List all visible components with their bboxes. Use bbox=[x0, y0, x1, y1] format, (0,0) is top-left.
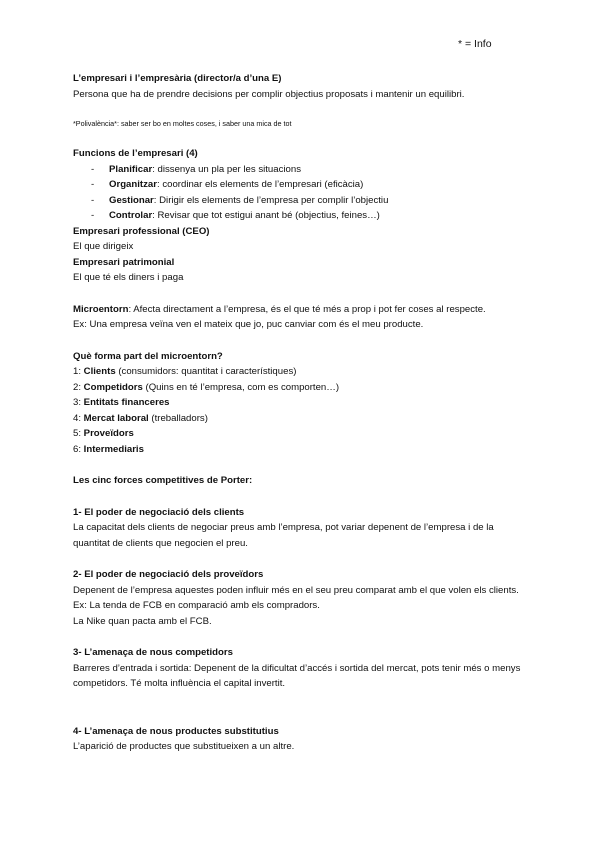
microentorn-part bbox=[73, 426, 523, 442]
document-content bbox=[73, 71, 523, 755]
part-text: (treballadors) bbox=[148, 412, 208, 424]
part-term: Competidors bbox=[83, 381, 143, 393]
ceo-heading: Empresari professional (CEO) bbox=[73, 225, 210, 237]
microentorn-part bbox=[73, 380, 523, 396]
force4-heading: 4- L’amenaça de nous productes substitutius bbox=[73, 725, 279, 737]
force3-heading: 3- L’amenaça de nous competidors bbox=[73, 647, 233, 658]
funcio-text: : Revisar que tot estigui anant bé (objectius, feines…) bbox=[152, 210, 380, 221]
microentorn-parts-heading: Què forma part del microentorn? bbox=[73, 350, 223, 362]
force2-heading: 2- El poder de negociació dels proveïdors bbox=[73, 569, 264, 580]
force4-text: L’aparició de productes que substitueixen a un altre. bbox=[73, 741, 295, 752]
microentorn-example: Ex: Una empresa veïna ven el mateix que jo, puc canviar com és el meu producte. bbox=[73, 319, 424, 330]
funcio-item bbox=[73, 208, 523, 224]
corner-note: * = Info bbox=[458, 38, 492, 50]
patrimonial-definition: El que té els diners i paga bbox=[73, 272, 184, 283]
microentorn-part bbox=[73, 442, 523, 458]
force2-example: Ex: La tenda de FCB en comparació amb els compradors. bbox=[73, 600, 320, 611]
funcio-text: : dissenya un pla per les situacions bbox=[152, 163, 301, 175]
part-number: 5: bbox=[73, 428, 84, 439]
funcio-term: Organitzar bbox=[109, 179, 157, 190]
patrimonial-heading: Empresari patrimonial bbox=[73, 256, 175, 268]
part-term: Entitats financeres bbox=[83, 397, 170, 408]
funcio-term: Controlar bbox=[109, 210, 153, 221]
force3-text: Barreres d’entrada i sortida: Depenent de la dificultat d’accés i sortida del mercat, pots tenir més o menys competidors. Té molta influència el capital invertit. bbox=[73, 662, 521, 689]
force2-text: Depenent de l’empresa aquestes poden influir més en el seu preu comparat amb el que volen els clients. bbox=[73, 584, 519, 596]
microentorn-part bbox=[73, 364, 523, 380]
funcio-item bbox=[73, 193, 523, 209]
microentorn-part bbox=[73, 411, 523, 427]
part-number: 1: bbox=[73, 366, 84, 377]
ceo-definition: El que dirigeix bbox=[73, 241, 134, 252]
funcio-text: : coordinar els elements de l’empresari (eficàcia) bbox=[156, 179, 364, 190]
part-text: (consumidors: quantitat i característiques) bbox=[115, 366, 297, 377]
part-text: (Quins en té l’empresa, com es comporten…) bbox=[142, 381, 340, 393]
part-number: 4: bbox=[73, 412, 84, 424]
funcions-list bbox=[73, 162, 523, 224]
part-number: 3: bbox=[73, 397, 84, 408]
microentorn-text: : Afecta directament a l’empresa, és el que té més a prop i pot fer coses al respecte. bbox=[128, 303, 486, 315]
polivalencia-note: *Polivalència*: saber ser bo en moltes coses, i saber una mica de tot bbox=[73, 119, 292, 128]
porter-heading: Les cinc forces competitives de Porter: bbox=[73, 475, 253, 486]
empresari-definition: Persona que ha de prendre decisions per complir objectius proposats i mantenir un equilibri. bbox=[73, 88, 465, 100]
funcions-heading: Funcions de l’empresari (4) bbox=[73, 148, 198, 159]
microentorn-part bbox=[73, 395, 523, 411]
microentorn-term: Microentorn bbox=[73, 303, 129, 315]
funcio-term: Planificar bbox=[109, 163, 153, 175]
microentorn-definition bbox=[73, 302, 523, 318]
force1-text: La capacitat dels clients de negociar preus amb l’empresa, pot variar depenent de l’empresa i de la quantitat de clients que negocien el preu. bbox=[73, 522, 494, 549]
funcio-item bbox=[73, 177, 523, 193]
funcio-text: : Dirigir els elements de l’empresa per complir l’objectiu bbox=[153, 194, 389, 206]
part-number: 2: bbox=[73, 381, 84, 393]
part-number: 6: bbox=[73, 443, 84, 455]
funcio-term: Gestionar bbox=[109, 194, 154, 206]
part-term: Clients bbox=[83, 366, 116, 377]
empresari-heading: L’empresari i l’empresària (director/a d’una E) bbox=[73, 73, 282, 84]
part-term: Mercat laboral bbox=[83, 412, 149, 424]
force1-heading: 1- El poder de negociació dels clients bbox=[73, 506, 245, 518]
part-term: Intermediaris bbox=[83, 443, 144, 455]
force2-example: La Nike quan pacta amb el FCB. bbox=[73, 615, 212, 627]
part-term: Proveïdors bbox=[83, 428, 134, 439]
funcio-item bbox=[73, 162, 523, 178]
